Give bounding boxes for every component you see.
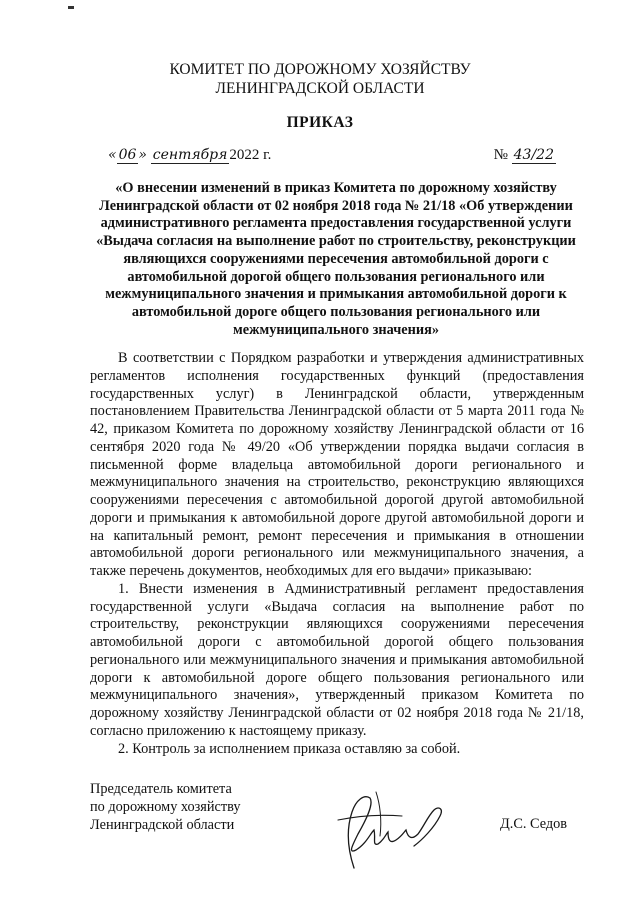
document-title: «О внесении изменений в приказ Комитета по дорожному хозяйству Ленинградской области от 02 ноября 2018 года № 21/18 «Об утверждении административного регламента предоставления государственной услуги «Выдача согласия на выполнение работ по строительству, реконструкции являющихся сооружениями пересечения автомобильной дороги с автомобильной дорогой общего пользования регионального или межмуниципального значения и примыкания автомобильной дороги к автомобильной дороге общего пользования регионального или межмуниципального значения»: [96, 180, 576, 338]
number-value: 43/22: [513, 147, 554, 163]
signatory-name: Д.С. Седов: [500, 816, 568, 832]
date-open-quote: «: [108, 147, 117, 163]
document-number: [494, 147, 556, 164]
body-item-1: 1. Внести изменения в Административный регламент предоставления государственной услуги «Выдача согласия на выполнение работ по строительству, реконструкции являющихся сооружениями пересечения автомобильной дороги с автомобильной дорогой общего пользования регионального или межмуниципального значения и примыкания автомобильной дороги к автомобильной дороге общего пользования регионального или межмуниципального значения», утвержденный приказом Комитета по дорожному хозяйству Ленинградской области от 02 ноября 2018 года № 21/18, согласно приложению к настоящему приказу.: [90, 580, 584, 739]
date-year: 2022 г.: [229, 147, 272, 163]
date-month: сентября: [152, 147, 228, 163]
committee-name-line2: ЛЕНИНГРАДСКОЙ ОБЛАСТИ: [215, 80, 425, 97]
document-body: [90, 350, 584, 758]
scan-mark: [68, 6, 74, 9]
committee-name-line1: КОМИТЕТ ПО ДОРОЖНОМУ ХОЗЯЙСТВУ: [169, 61, 471, 78]
signatory-position: [90, 780, 241, 834]
signatory-line2: по дорожному хозяйству: [90, 799, 241, 815]
document-type: ПРИКАЗ: [286, 114, 354, 131]
date-close-quote: »: [138, 147, 147, 163]
body-intro-paragraph: В соответствии с Порядком разработки и утверждения административных регламентов исполнения государственных функций (предоставления государственных услуг) в Ленинградской области, утвержденным постановлением Правительства Ленинградской области от 5 марта 2011 года № 42, приказом Комитета по дорожному хозяйству Ленинградской области от 16 сентября 2020 года № 49/20 «Об утверждении порядка выдачи согласия в письменной форме владельца автомобильной дороги регионального и межмуниципального значения на строительство, реконструкцию являющихся сооружениями пересечения с автомобильной дорогой другой автомобильной дороги и примыкания к автомобильной дороге другой автомобильной дороги и на капитальный ремонт, ремонт пересечения и примыкания в отношении автомобильной дороги регионального или межмуниципального значения, а также перечень документов, необходимых для его выдачи» приказываю:: [90, 350, 584, 579]
handwritten-signature: [318, 790, 460, 872]
date-day: 06: [118, 147, 137, 163]
body-item-2: 2. Контроль за исполнением приказа оставляю за собой.: [118, 740, 461, 757]
signatory-line1: Председатель комитета: [90, 781, 232, 797]
document-date: [108, 147, 271, 164]
number-prefix: №: [493, 147, 508, 163]
signatory-line3: Ленинградской области: [90, 817, 235, 833]
